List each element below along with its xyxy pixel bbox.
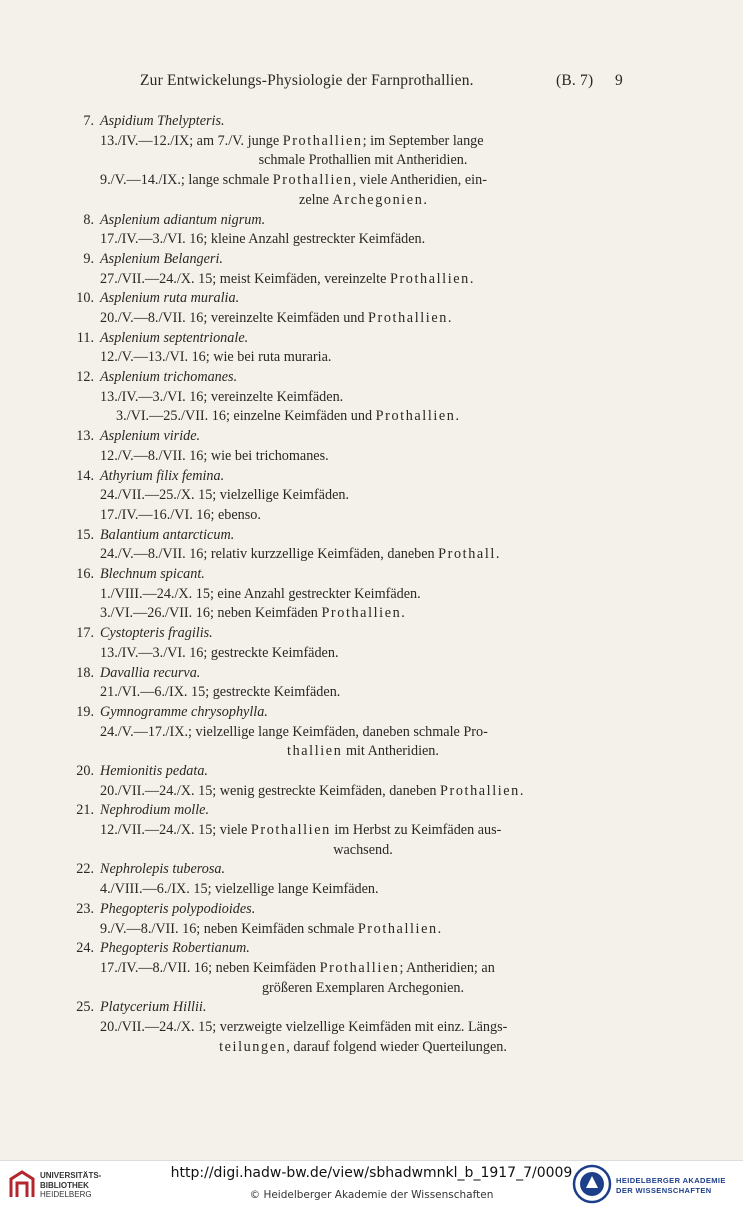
species-name: Asplenium septentrionale. bbox=[100, 329, 249, 346]
species-entry bbox=[0, 211, 743, 250]
observation-line bbox=[100, 1018, 626, 1038]
species-name: Blechnum spicant. bbox=[100, 566, 205, 583]
species-entry bbox=[0, 565, 743, 624]
observation-line bbox=[100, 782, 626, 802]
species-entry bbox=[0, 467, 743, 526]
observation-line bbox=[100, 506, 626, 526]
text-segment: . bbox=[495, 546, 500, 563]
observation-block bbox=[100, 545, 626, 565]
text-segment: 13./IV.—3./VI. 16; gestreckte Keimfäden. bbox=[100, 644, 339, 661]
academy-logo[interactable] bbox=[572, 1164, 742, 1206]
text-segment: thallien bbox=[287, 743, 343, 760]
observation-block bbox=[100, 644, 626, 664]
species-name: Aspidium Thelypteris. bbox=[100, 113, 225, 129]
text-segment: Prothallien bbox=[357, 920, 438, 937]
text-segment: Prothallien bbox=[319, 959, 400, 976]
entry-number: 21. bbox=[76, 802, 94, 819]
entry-number: 25. bbox=[76, 999, 94, 1016]
species-name: Asplenium ruta muralia. bbox=[100, 290, 240, 307]
academy-line-2: DER WISSENSCHAFTEN bbox=[616, 1186, 712, 1195]
text-segment: 4./VIII.—6./IX. 15; vielzellige lange Keimfäden. bbox=[100, 881, 379, 898]
text-segment: im Herbst zu Keimfäden aus- bbox=[330, 822, 502, 839]
observation-line bbox=[100, 171, 626, 191]
observation-line bbox=[100, 683, 626, 703]
text-segment: wachsend. bbox=[333, 841, 393, 858]
entry-number: 9. bbox=[83, 250, 94, 267]
observation-line bbox=[100, 1038, 626, 1058]
entry-heading bbox=[0, 329, 743, 349]
observation-line bbox=[100, 230, 626, 250]
species-name: Phegopteris polypodioides. bbox=[100, 900, 256, 917]
entry-number: 7. bbox=[83, 113, 94, 129]
entry-heading bbox=[0, 565, 743, 585]
entry-heading bbox=[0, 624, 743, 644]
permalink-url[interactable]: http://digi.hadw-bw.de/view/sbhadwmnkl_b_1917_7/0009 bbox=[170, 1165, 573, 1181]
observation-block bbox=[100, 880, 626, 900]
entry-heading bbox=[0, 112, 743, 132]
observation-block bbox=[100, 486, 626, 525]
observation-line bbox=[100, 979, 626, 999]
library-line-3: HEIDELBERG bbox=[40, 1190, 92, 1199]
text-segment: 13./IV.—3./VI. 16; vereinzelte Keimfäden. bbox=[100, 388, 344, 405]
text-segment: Archegonien bbox=[332, 191, 424, 208]
text-segment: Prothallien bbox=[282, 132, 363, 149]
text-segment: Prothallien bbox=[250, 822, 331, 839]
text-segment: . bbox=[437, 920, 442, 937]
text-segment: größeren Exemplaren Archegonien. bbox=[261, 979, 465, 996]
species-name: Platycerium Hillii. bbox=[100, 999, 207, 1016]
species-name: Nephrolepis tuberosa. bbox=[100, 861, 226, 878]
entry-number: 19. bbox=[76, 703, 94, 720]
observation-block bbox=[100, 309, 626, 329]
text-segment: 20./VII.—24./X. 15; wenig gestreckte Keimfäden, daneben bbox=[100, 782, 441, 799]
observation-line bbox=[100, 723, 626, 743]
observation-block bbox=[100, 723, 626, 762]
observation-block bbox=[100, 683, 626, 703]
species-entry bbox=[0, 703, 743, 762]
species-entry bbox=[0, 289, 743, 328]
text-segment: Prothall bbox=[438, 546, 496, 563]
text-segment: . bbox=[519, 782, 524, 799]
text-segment: ; Antheridien; an bbox=[399, 959, 495, 976]
species-name: Phegopteris Robertianum. bbox=[100, 940, 250, 957]
entry-number: 13. bbox=[76, 428, 94, 445]
entry-number: 12. bbox=[76, 369, 94, 386]
text-segment: 9./V.—8./VII. 16; neben Keimfäden schmale bbox=[100, 920, 358, 937]
observation-line bbox=[100, 545, 626, 565]
page-number: 9 bbox=[615, 72, 623, 89]
entry-number: 16. bbox=[76, 566, 94, 583]
entry-heading bbox=[0, 368, 743, 388]
entry-number: 18. bbox=[76, 664, 94, 681]
species-name: Hemionitis pedata. bbox=[100, 763, 208, 779]
text-segment: 12./V.—13./VI. 16; wie bei ruta muraria. bbox=[100, 349, 332, 366]
text-segment: 3./VI.—26./VII. 16; neben Keimfäden bbox=[100, 605, 322, 622]
species-entry bbox=[0, 801, 743, 860]
observation-line bbox=[100, 388, 626, 408]
entry-number: 23. bbox=[76, 900, 94, 917]
text-segment: 12./VII.—24./X. 15; viele bbox=[100, 822, 251, 839]
text-segment: 1./VIII.—24./X. 15; eine Anzahl gestreckter Keimfäden. bbox=[100, 585, 421, 602]
text-segment: 17./IV.—16./VI. 16; ebenso. bbox=[100, 506, 261, 523]
species-entry bbox=[0, 900, 743, 939]
observation-block bbox=[100, 585, 626, 624]
observation-line bbox=[100, 841, 626, 861]
text-segment: 24./V.—17./IX.; vielzellige lange Keimfäden, daneben schmale Pro- bbox=[100, 723, 488, 740]
text-segment: 17./IV.—8./VII. 16; neben Keimfäden bbox=[100, 959, 320, 976]
library-line-2: BIBLIOTHEK bbox=[40, 1180, 89, 1190]
entry-number: 15. bbox=[76, 526, 94, 543]
text-segment: . bbox=[469, 270, 474, 287]
entry-heading bbox=[0, 289, 743, 309]
observation-block bbox=[100, 230, 626, 250]
observation-block bbox=[100, 821, 626, 860]
observation-line bbox=[100, 132, 626, 152]
text-segment: Prothallien bbox=[368, 309, 448, 326]
entry-heading bbox=[0, 998, 743, 1018]
species-name: Asplenium adiantum nigrum. bbox=[100, 211, 266, 228]
entry-heading bbox=[0, 526, 743, 546]
text-segment: schmale Prothallien mit Antheridien. bbox=[258, 152, 468, 169]
entry-heading bbox=[0, 427, 743, 447]
species-entry bbox=[0, 762, 743, 801]
entry-heading bbox=[0, 900, 743, 920]
text-segment: 17./IV.—3./VI. 16; kleine Anzahl gestreckter Keimfäden. bbox=[100, 231, 426, 248]
text-segment: . bbox=[401, 605, 405, 622]
observation-block bbox=[100, 348, 626, 368]
text-segment: Prothallien bbox=[375, 408, 456, 425]
species-list bbox=[0, 112, 743, 1057]
observation-line bbox=[100, 348, 626, 368]
library-line-1: UNIVERSITÄTS- bbox=[40, 1171, 102, 1180]
observation-line bbox=[100, 742, 626, 762]
text-segment: Prothallien bbox=[389, 270, 470, 287]
text-segment: 13./IV.—12./IX; am 7./V. junge bbox=[100, 132, 283, 149]
species-entry bbox=[0, 427, 743, 466]
observation-line bbox=[100, 821, 626, 841]
entry-number: 8. bbox=[83, 211, 94, 228]
header-reference: (B. 7) bbox=[556, 72, 594, 89]
text-segment: 24./V.—8./VII. 16; relativ kurzzellige Keimfäden, daneben bbox=[100, 546, 439, 563]
entry-heading bbox=[0, 762, 743, 782]
text-segment: Prothallien bbox=[272, 172, 353, 189]
species-name: Balantium antarcticum. bbox=[100, 526, 235, 543]
observation-line bbox=[100, 644, 626, 664]
text-segment: 24./VII.—25./X. 15; vielzellige Keimfäden. bbox=[100, 487, 350, 504]
species-name: Asplenium viride. bbox=[100, 428, 201, 445]
entry-number: 22. bbox=[76, 861, 94, 878]
text-segment: . bbox=[447, 309, 452, 326]
entry-number: 17. bbox=[76, 625, 94, 642]
text-segment: ; im September lange bbox=[362, 132, 484, 149]
text-segment: 12./V.—8./VII. 16; wie bei trichomanes. bbox=[100, 447, 329, 464]
entry-heading bbox=[0, 703, 743, 723]
species-entry bbox=[0, 329, 743, 368]
entry-heading bbox=[0, 860, 743, 880]
entry-heading bbox=[0, 664, 743, 684]
observation-line bbox=[100, 880, 626, 900]
observation-block bbox=[100, 782, 626, 802]
entry-heading bbox=[0, 467, 743, 487]
text-segment: 27./VII.—24./X. 15; meist Keimfäden, vereinzelte bbox=[100, 270, 390, 287]
observation-line bbox=[100, 407, 626, 427]
text-segment: 20./V.—8./VII. 16; vereinzelte Keimfäden und bbox=[100, 309, 369, 326]
species-entry bbox=[0, 250, 743, 289]
species-name: Asplenium Belangeri. bbox=[100, 250, 223, 267]
species-entry bbox=[0, 624, 743, 663]
species-name: Davallia recurva. bbox=[100, 664, 201, 681]
species-name: Gymnogramme chrysophylla. bbox=[100, 703, 268, 720]
species-entry bbox=[0, 526, 743, 565]
entry-number: 20. bbox=[76, 763, 94, 779]
text-segment: 3./VI.—25./VII. 16; einzelne Keimfäden und bbox=[116, 408, 376, 425]
entry-number: 14. bbox=[76, 467, 94, 484]
observation-line bbox=[100, 309, 626, 329]
observation-block bbox=[100, 447, 626, 467]
observation-line bbox=[100, 270, 626, 290]
text-segment: Prothallien bbox=[440, 782, 520, 799]
observation-line bbox=[100, 959, 626, 979]
species-name: Athyrium filix femina. bbox=[100, 467, 225, 484]
observation-line bbox=[100, 151, 626, 171]
entry-heading bbox=[0, 211, 743, 231]
text-segment: , darauf folgend wieder Querteilungen. bbox=[286, 1038, 507, 1055]
observation-line bbox=[100, 447, 626, 467]
footer-bar bbox=[0, 1160, 743, 1210]
text-segment: , viele Antheridien, ein- bbox=[352, 172, 487, 189]
text-segment: zelne bbox=[299, 191, 333, 208]
species-entry bbox=[0, 112, 743, 211]
species-entry bbox=[0, 664, 743, 703]
entry-heading bbox=[0, 250, 743, 270]
text-segment: 9./V.—14./IX.; lange schmale bbox=[100, 172, 273, 189]
species-entry bbox=[0, 860, 743, 899]
species-entry bbox=[0, 998, 743, 1057]
text-segment: mit Antheridien. bbox=[342, 743, 439, 760]
entry-number: 11. bbox=[76, 329, 94, 346]
observation-block bbox=[100, 388, 626, 427]
text-segment: 20./VII.—24./X. 15; verzweigte vielzellige Keimfäden mit einz. Längs- bbox=[100, 1019, 508, 1036]
entry-number: 10. bbox=[76, 290, 94, 307]
species-name: Nephrodium molle. bbox=[100, 802, 210, 819]
text-segment: Prothallien bbox=[321, 605, 402, 622]
observation-line bbox=[100, 604, 626, 624]
observation-block bbox=[100, 132, 626, 211]
observation-block bbox=[100, 959, 626, 998]
observation-block bbox=[100, 270, 626, 290]
text-segment: teilungen bbox=[219, 1038, 287, 1055]
text-segment: . bbox=[423, 191, 427, 208]
entry-heading bbox=[0, 939, 743, 959]
observation-block bbox=[100, 920, 626, 940]
observation-line bbox=[100, 191, 626, 211]
academy-seal-icon bbox=[572, 1164, 612, 1204]
species-entry bbox=[0, 368, 743, 427]
observation-line bbox=[100, 920, 626, 940]
header-title: Zur Entwickelungs-Physiologie der Farnprothallien. bbox=[140, 72, 474, 89]
copyright-notice: © Heidelberger Akademie der Wissenschaften bbox=[249, 1189, 494, 1201]
species-entry bbox=[0, 939, 743, 998]
species-name: Cystopteris fragilis. bbox=[100, 625, 213, 642]
entry-heading bbox=[0, 801, 743, 821]
academy-line-1: HEIDELBERGER AKADEMIE bbox=[616, 1176, 726, 1185]
observation-line bbox=[100, 585, 626, 605]
observation-line bbox=[100, 486, 626, 506]
text-segment: 21./VI.—6./IX. 15; gestreckte Keimfäden. bbox=[100, 684, 341, 701]
entry-number: 24. bbox=[76, 940, 94, 957]
text-segment: . bbox=[455, 408, 460, 425]
species-name: Asplenium trichomanes. bbox=[100, 369, 238, 386]
observation-block bbox=[100, 1018, 626, 1057]
